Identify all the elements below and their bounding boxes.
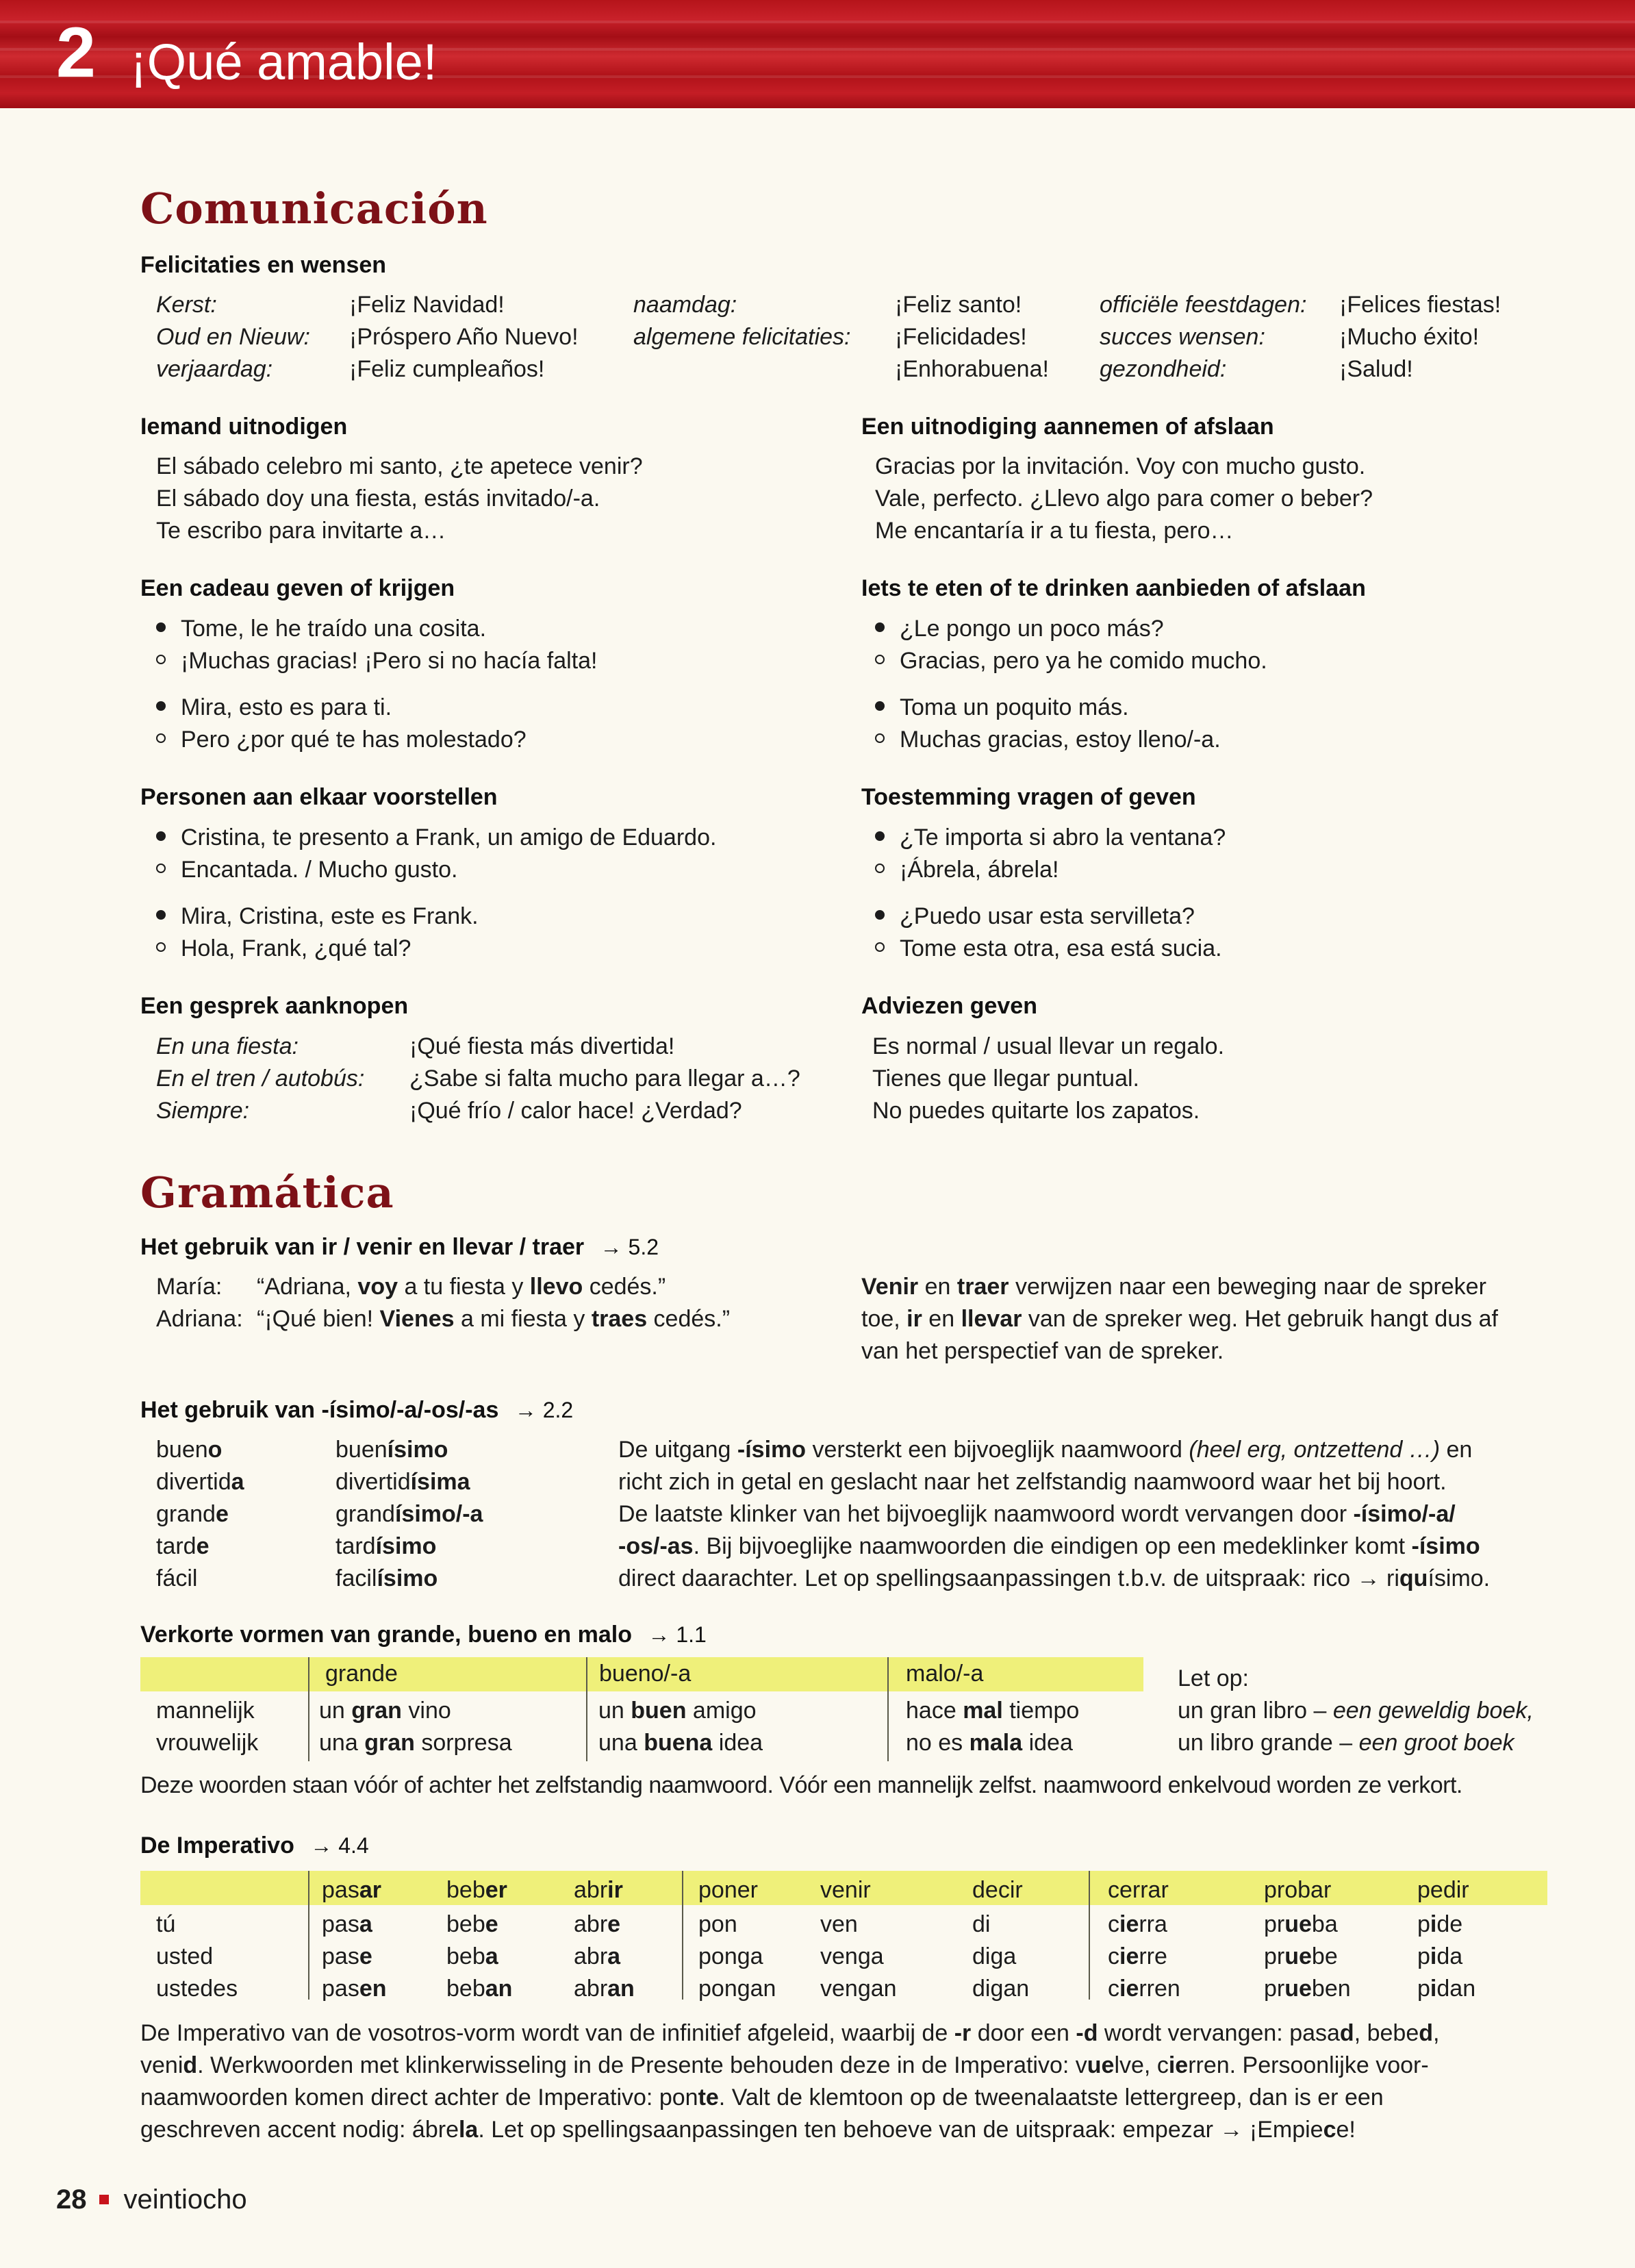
isimo-explanation: De uitgang -ísimo versterkt een bijvoeglijk naamwoord (heel erg, ontzettend …) en richt zich in getal en geslacht naar het zelfstandig naamwoord waar het bij hoort. De laatste klinker van het bijvoeglijk naamwoord wordt vervangen door -ísimo/-a/ -os/-as. Bij bijvoeglijke naamwoorden die eindigen op een medeklinker komt -ísimo direct daarachter. Let op spellingsaanpassingen t.b.v. de uitspraak: rico → riquísimo.: [618, 1437, 1491, 1591]
imperativo-form: cierren: [1108, 1976, 1180, 2002]
chapter-title: ¡Qué amable!: [130, 34, 438, 90]
verkorte-footer: Deze woorden staan vóór of achter het zelfstandig naamwoord. Vóór een mannelijk zelfst. naamwoord enkelvoud worden ze verkort.: [140, 1772, 1462, 1798]
verkorte-col-malo: hace mal tiempo no es mala idea: [906, 1698, 1080, 1756]
verkorte-row-labels: mannelijk vrouwelijk: [156, 1698, 259, 1756]
imperativo-form: pasa: [322, 1911, 372, 1937]
circle-bullet-icon: [156, 864, 166, 873]
imperativo-verb-column: [1264, 1874, 1351, 2005]
circle-bullet-icon: [875, 655, 885, 664]
page-footer: [56, 2184, 247, 2215]
imperativo-form: pon: [698, 1911, 737, 1937]
verkorte-note: Let op: un gran libro – een geweldig boek, un libro grande – een groot boek: [1178, 1665, 1534, 1756]
felicitaties-col2-values: ¡Feliz santo! ¡Felicidades! ¡Enhorabuena!: [895, 292, 1049, 382]
imperativo-form: pide: [1417, 1911, 1463, 1937]
chapter-banner: [0, 0, 1635, 108]
bullet-icon: [875, 622, 885, 632]
imperativo-pronouns: tú usted ustedes: [156, 1911, 238, 2002]
eten-dialog-1: ¿Le pongo un poco más? Gracias, pero ya he comido mucho.: [875, 613, 1267, 677]
imperativo-form: digan: [972, 1976, 1030, 2002]
imperativo-verb-column: [1108, 1874, 1180, 2005]
imperativo-form: pongan: [698, 1976, 776, 2002]
circle-bullet-icon: [875, 864, 885, 873]
verkorte-header-grande: grande: [325, 1661, 398, 1687]
imperativo-infinitive: decir: [972, 1877, 1023, 1903]
page-number: 28: [56, 2184, 87, 2215]
imperativo-verb-column: [574, 1874, 635, 2005]
reference-arrow: → 5.2: [600, 1235, 659, 1259]
imperativo-infinitive: cerrar: [1108, 1877, 1169, 1903]
cadeau-dialog-2: Mira, esto es para ti. Pero ¿por qué te has molestado?: [156, 692, 527, 756]
imperativo-verb-column: [698, 1874, 776, 2005]
isimo-superlative-column: buenísimo divertidísima grandísimo/-a tardísimo facilísimo: [335, 1437, 483, 1591]
section-title-comunicacion: Comunicación: [140, 184, 488, 234]
imperativo-form: beba: [446, 1943, 498, 1969]
isimo-base-column: bueno divertida grande tarde fácil: [156, 1437, 244, 1591]
heading-ir-venir: Het gebruik van ir / venir en llevar / traer → 5.2: [140, 1234, 659, 1260]
page-word: veintiocho: [123, 2184, 247, 2215]
section-title-gramatica: Gramática: [140, 1168, 394, 1218]
imperativo-form: abra: [574, 1943, 621, 1969]
imperativo-form: abran: [574, 1976, 635, 2002]
heading-felicitaties: Felicitaties en wensen: [140, 252, 387, 278]
imperativo-verb-column: [1417, 1874, 1475, 2005]
adviezen-lines: Es normal / usual llevar un regalo. Tienes que llegar puntual. No puedes quitarte los zapatos.: [872, 1033, 1225, 1124]
gesprek-values: ¡Qué fiesta más divertida! ¿Sabe si falta mucho para llegar a…? ¡Qué frío / calor hace! ¿Verdad?: [409, 1033, 800, 1124]
bullet-icon: [156, 831, 166, 841]
heading-voorstellen: Personen aan elkaar voorstellen: [140, 784, 498, 810]
felicitaties-col1-values: ¡Feliz Navidad! ¡Próspero Año Nuevo! ¡Feliz cumpleaños!: [349, 292, 579, 382]
verkorte-header-bueno: bueno/-a: [599, 1661, 692, 1687]
imperativo-form: abre: [574, 1911, 621, 1937]
imperativo-infinitive: pasar: [322, 1877, 381, 1903]
circle-bullet-icon: [156, 942, 166, 952]
chapter-number: 2: [56, 13, 96, 92]
imperativo-form: venga: [820, 1943, 884, 1969]
felicitaties-col3-labels: officiële feestdagen: succes wensen: gezondheid:: [1100, 292, 1307, 382]
toestemming-dialog-1: ¿Te importa si abro la ventana? ¡Ábrela, ábrela!: [875, 822, 1226, 886]
imperativo-form: ponga: [698, 1943, 763, 1969]
bullet-icon: [156, 622, 166, 632]
imperativo-form: pida: [1417, 1943, 1463, 1969]
footer-square-icon: [99, 2195, 109, 2204]
verkorte-header-malo: malo/-a: [906, 1661, 984, 1687]
heading-verkorte: Verkorte vormen van grande, bueno en malo → 1.1: [140, 1622, 707, 1648]
heading-imperativo: De Imperativo → 4.4: [140, 1832, 369, 1859]
reference-arrow: → 4.4: [310, 1833, 369, 1858]
imperativo-verb-column: [322, 1874, 387, 2005]
voorstellen-dialog-2: Mira, Cristina, este es Frank. Hola, Frank, ¿qué tal?: [156, 900, 479, 965]
imperativo-form: pidan: [1417, 1976, 1476, 2002]
heading-aannemen: Een uitnodiging aannemen of afslaan: [861, 414, 1274, 440]
ir-venir-dialog: “Adriana, voy a tu fiesta y llevo cedés.” “¡Qué bien! Vienes a mi fiesta y traes cedés.”: [257, 1274, 731, 1332]
gesprek-labels: En una fiesta: En el tren / autobús: Siempre:: [156, 1033, 365, 1124]
bullet-icon: [875, 701, 885, 711]
bullet-icon: [875, 910, 885, 920]
reference-arrow: → 1.1: [648, 1622, 707, 1647]
aannemen-lines: Gracias por la invitación. Voy con mucho gusto. Vale, perfecto. ¿Llevo algo para comer o beber? Me encantaría ir a tu fiesta, pero…: [875, 453, 1373, 544]
imperativo-verb-column: [820, 1874, 897, 2005]
imperativo-infinitive: beber: [446, 1877, 507, 1903]
ir-venir-explanation: Venir en traer verwijzen naar een beweging naar de spreker toe, ir en llevar van de spreker weg. Het gebruik hangt dus af van het perspectief van de spreker.: [861, 1274, 1498, 1364]
heading-adviezen: Adviezen geven: [861, 993, 1037, 1019]
imperativo-infinitive: probar: [1264, 1877, 1332, 1903]
circle-bullet-icon: [875, 942, 885, 952]
voorstellen-dialog-1: Cristina, te presento a Frank, un amigo de Eduardo. Encantada. / Mucho gusto.: [156, 822, 716, 886]
imperativo-form: bebe: [446, 1911, 498, 1937]
imperativo-explanation: De Imperativo van de vosotros-vorm wordt van de infinitief afgeleid, waarbij de -r door een -d wordt vervangen: pasad, bebed, venid. Werkwoorden met klinkerwisseling in de Presente behouden deze in de Imperativo: vuelve, cierren. Persoonlijke voor- naamwoorden komen direct achter de Imperativo: ponte. Valt de klemtoon op de tweenalaatste lettergreep, dan is er een geschreven accent nodig: ábrela. Let op spellingsaanpassingen ten behoeve van de uitspraak: empezar → ¡Empiece!: [140, 2020, 1440, 2143]
bullet-icon: [156, 701, 166, 711]
toestemming-dialog-2: ¿Puedo usar esta servilleta? Tome esta otra, esa está sucia.: [875, 900, 1222, 965]
imperativo-form: pasen: [322, 1976, 387, 2002]
cadeau-dialog-1: Tome, le he traído una cosita. ¡Muchas gracias! ¡Pero si no hacía falta!: [156, 613, 598, 677]
imperativo-form: diga: [972, 1943, 1017, 1969]
verkorte-col-grande: un gran vino una gran sorpresa: [319, 1698, 512, 1756]
uitnodigen-lines: El sábado celebro mi santo, ¿te apetece venir? El sábado doy una fiesta, estás invitado/-a. Te escribo para invitarte a…: [156, 453, 643, 544]
imperativo-infinitive: venir: [820, 1877, 871, 1903]
reference-arrow: → 2.2: [514, 1398, 574, 1422]
imperativo-infinitive: poner: [698, 1877, 758, 1903]
heading-uitnodigen: Iemand uitnodigen: [140, 414, 348, 440]
imperativo-form: pruebe: [1264, 1943, 1338, 1969]
imperativo-form: cierra: [1108, 1911, 1167, 1937]
imperativo-verb-column: [972, 1874, 1029, 2005]
felicitaties-col3-values: ¡Felices fiestas! ¡Mucho éxito! ¡Salud!: [1339, 292, 1501, 382]
imperativo-form: cierre: [1108, 1943, 1167, 1969]
imperativo-verb-column: [446, 1874, 512, 2005]
imperativo-form: prueba: [1264, 1911, 1338, 1937]
heading-isimo: Het gebruik van -ísimo/-a/-os/-as → 2.2: [140, 1397, 574, 1423]
circle-bullet-icon: [875, 733, 885, 743]
circle-bullet-icon: [156, 733, 166, 743]
imperativo-infinitive: abrir: [574, 1877, 623, 1903]
imperativo-infinitive: pedir: [1417, 1877, 1469, 1903]
bullet-icon: [875, 831, 885, 841]
felicitaties-col1-labels: Kerst: Oud en Nieuw: verjaardag:: [156, 292, 310, 382]
heading-gesprek: Een gesprek aanknopen: [140, 993, 409, 1019]
imperativo-form: ven: [820, 1911, 858, 1937]
imperativo-form: vengan: [820, 1976, 897, 2002]
imperativo-form: beban: [446, 1976, 513, 2002]
bullet-icon: [156, 910, 166, 920]
eten-dialog-2: Toma un poquito más. Muchas gracias, estoy lleno/-a.: [875, 692, 1221, 756]
imperativo-form: pase: [322, 1943, 372, 1969]
ir-venir-speakers: María: Adriana:: [156, 1274, 243, 1332]
heading-eten: Iets te eten of te drinken aanbieden of afslaan: [861, 575, 1366, 601]
verkorte-col-bueno: un buen amigo una buena idea: [598, 1698, 763, 1756]
felicitaties-col2-labels: naamdag: algemene felicitaties:: [633, 292, 851, 350]
imperativo-form: di: [972, 1911, 991, 1937]
heading-toestemming: Toestemming vragen of geven: [861, 784, 1196, 810]
heading-cadeau: Een cadeau geven of krijgen: [140, 575, 455, 601]
imperativo-form: prueben: [1264, 1976, 1351, 2002]
circle-bullet-icon: [156, 655, 166, 664]
